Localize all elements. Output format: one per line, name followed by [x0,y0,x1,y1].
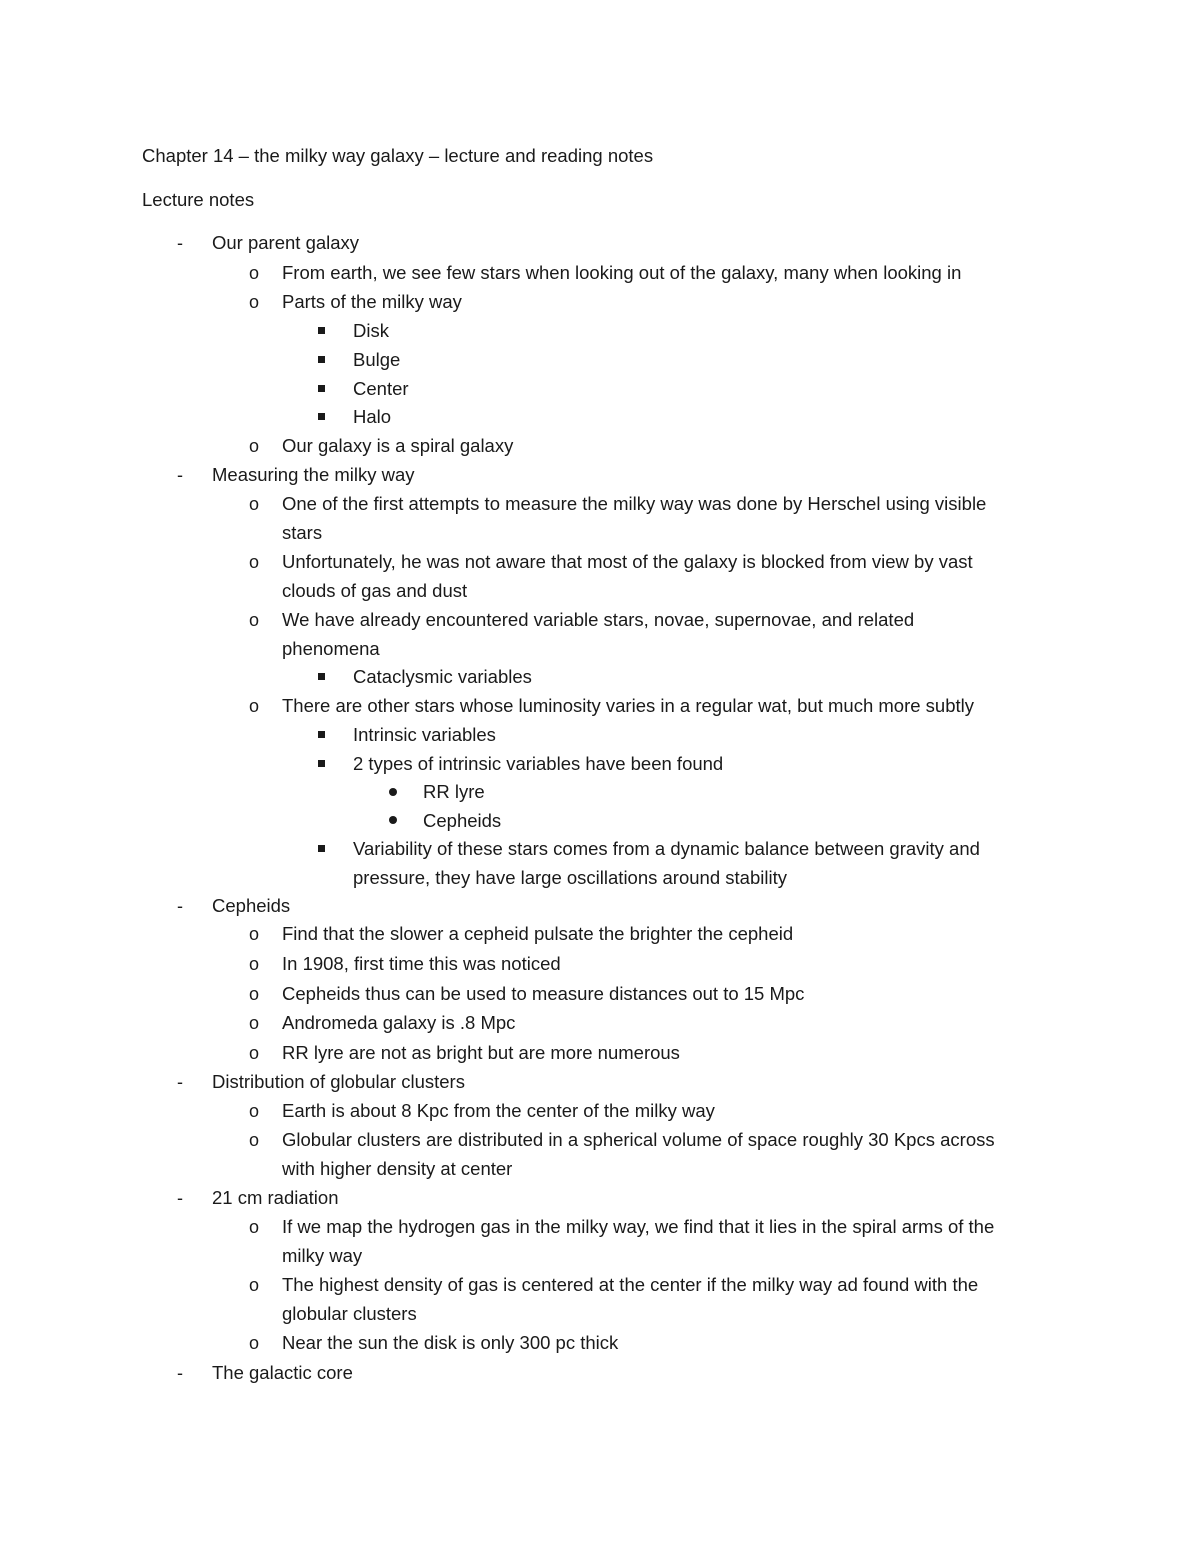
dash-bullet: - [177,1188,183,1208]
list-item: Bulge [353,349,401,370]
dash-bullet: - [177,1072,183,1092]
list-item: Cataclysmic variables [353,666,532,687]
list-item: Our galaxy is a spiral galaxy [282,435,514,456]
list-item: Center [353,378,409,399]
list-item: Parts of the milky way [282,291,462,312]
dash-bullet: - [177,465,183,485]
list-item: The highest density of gas is centered at the center if the milky way ad found with the [282,1274,979,1295]
square-bullet-icon [318,760,325,767]
square-bullet-icon [318,845,325,852]
list-item: Cepheids thus can be used to measure distances out to 15 Mpc [282,983,805,1004]
circle-bullet: o [249,1130,260,1150]
list-item: Andromeda galaxy is .8 Mpc [282,1012,516,1033]
dot-bullet-icon [389,816,397,824]
list-item: phenomena [282,638,380,659]
list-item: From earth, we see few stars when looking out of the galaxy, many when looking in [282,262,962,283]
list-item: RR lyre are not as bright but are more numerous [282,1042,680,1063]
circle-bullet: o [249,984,260,1004]
list-item: Earth is about 8 Kpc from the center of the milky way [282,1100,715,1121]
list-item: globular clusters [282,1303,417,1324]
list-item: Cepheids [212,895,291,916]
circle-bullet: o [249,263,260,283]
list-item: clouds of gas and dust [282,580,468,601]
circle-bullet: o [249,1333,260,1353]
circle-bullet: o [249,924,260,944]
list-item: Our parent galaxy [212,232,360,253]
circle-bullet: o [249,1217,260,1237]
list-item: If we map the hydrogen gas in the milky way, we find that it lies in the spiral arms of the [282,1216,995,1237]
circle-bullet: o [249,436,260,456]
list-item: Near the sun the disk is only 300 pc thick [282,1332,619,1353]
list-item: Measuring the milky way [212,464,415,485]
list-item: with higher density at center [282,1158,513,1179]
circle-bullet: o [249,1013,260,1033]
dot-bullet-icon [389,788,397,796]
list-item: Unfortunately, he was not aware that most of the galaxy is blocked from view by vast [282,551,973,572]
list-item: Intrinsic variables [353,724,496,745]
list-item: We have already encountered variable stars, novae, supernovae, and related [282,609,915,630]
list-item: Globular clusters are distributed in a spherical volume of space roughly 30 Kpcs across [282,1129,995,1150]
list-item: Cepheids [423,810,502,831]
circle-bullet: o [249,292,260,312]
section-heading: Lecture notes [142,189,255,210]
list-item: Find that the slower a cepheid pulsate the brighter the cepheid [282,923,794,944]
circle-bullet: o [249,552,260,572]
list-item: 2 types of intrinsic variables have been found [353,753,724,774]
list-item: stars [282,522,323,543]
circle-bullet: o [249,696,260,716]
square-bullet-icon [318,731,325,738]
circle-bullet: o [249,1275,260,1295]
list-item: pressure, they have large oscillations around stability [353,867,787,888]
circle-bullet: o [249,1101,260,1121]
list-item: The galactic core [212,1362,353,1383]
list-item: Variability of these stars comes from a dynamic balance between gravity and [353,838,980,859]
list-item: Distribution of globular clusters [212,1071,465,1092]
dash-bullet: - [177,1363,183,1383]
circle-bullet: o [249,1043,260,1063]
list-item: There are other stars whose luminosity varies in a regular wat, but much more subtly [282,695,974,716]
square-bullet-icon [318,413,325,420]
circle-bullet: o [249,494,260,514]
document-title: Chapter 14 – the milky way galaxy – lecture and reading notes [142,145,654,166]
dash-bullet: - [177,896,183,916]
list-item: One of the first attempts to measure the milky way was done by Herschel using visible [282,493,987,514]
square-bullet-icon [318,385,325,392]
dash-bullet: - [177,233,183,253]
list-item: Halo [353,406,392,427]
square-bullet-icon [318,327,325,334]
circle-bullet: o [249,954,260,974]
square-bullet-icon [318,356,325,363]
list-item: milky way [282,1245,363,1266]
list-item: RR lyre [423,781,485,802]
circle-bullet: o [249,610,260,630]
list-item: Disk [353,320,389,341]
list-item: In 1908, first time this was noticed [282,953,561,974]
list-item: 21 cm radiation [212,1187,339,1208]
square-bullet-icon [318,673,325,680]
